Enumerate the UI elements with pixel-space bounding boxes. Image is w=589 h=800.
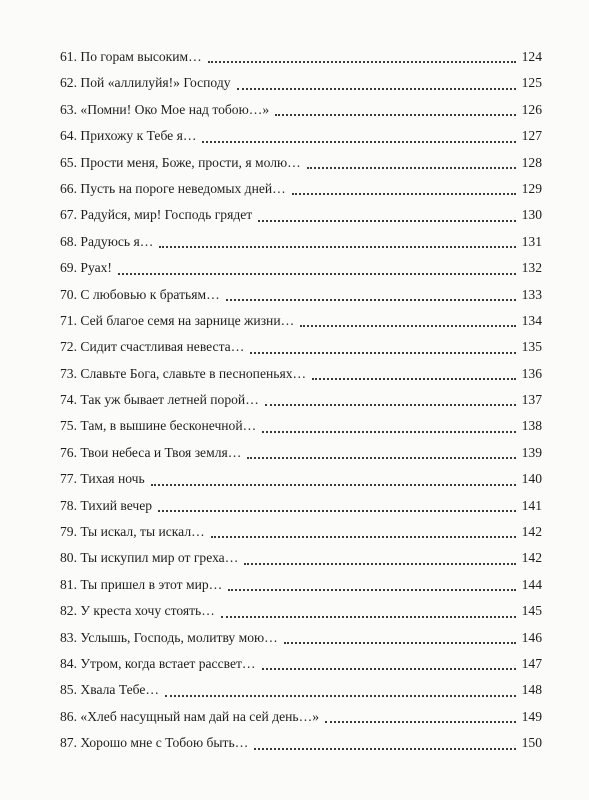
toc-entry-text: [60, 392, 263, 407]
toc-entry-title: У креста хочу стоять…: [80, 603, 215, 619]
toc-entry: [60, 44, 542, 70]
toc-entry-text: [60, 339, 248, 354]
toc-entry: [60, 334, 542, 360]
toc-entry-number: 72.: [60, 339, 77, 355]
toc-leader-dots: [254, 748, 516, 750]
toc-page-number: 129: [520, 176, 542, 202]
toc-entry-number: 69.: [60, 260, 77, 276]
toc-entry-title: «Хлеб насущный нам дай на сей день…»: [80, 708, 320, 724]
toc-leader-dots: [262, 431, 516, 433]
toc-entry-number: 87.: [60, 735, 77, 751]
toc-entry-title: Пусть на пороге неведомых дней…: [80, 180, 286, 196]
toc-entry: [60, 255, 542, 281]
toc-entry-number: 64.: [60, 128, 77, 144]
toc-entry: [60, 229, 542, 255]
toc-entry: [60, 361, 542, 387]
toc-entry-number: 68.: [60, 233, 77, 249]
toc-entry: [60, 308, 542, 334]
toc-entry: [60, 202, 542, 228]
toc-entry-title: Радуйся, мир! Господь грядет: [80, 207, 253, 223]
toc-entry-number: 78.: [60, 497, 77, 513]
toc-entry-text: [60, 577, 226, 592]
table-of-contents: [60, 44, 542, 757]
toc-entry: [60, 730, 542, 756]
toc-entry: [60, 598, 542, 624]
toc-page-number: 135: [520, 334, 542, 360]
toc-entry-title: Прости меня, Боже, прости, я молю…: [80, 154, 301, 170]
toc-page-number: 125: [520, 70, 542, 96]
toc-leader-dots: [151, 484, 516, 486]
toc-entry: [60, 123, 542, 149]
toc-entry-number: 81.: [60, 576, 77, 592]
toc-entry-text: [60, 313, 298, 328]
toc-page-number: 144: [520, 572, 542, 598]
toc-entry-text: [60, 102, 273, 117]
toc-page-number: 134: [520, 308, 542, 334]
toc-entry-text: [60, 656, 260, 671]
toc-leader-dots: [228, 589, 516, 591]
toc-page-number: 137: [520, 387, 542, 413]
toc-entry-text: [60, 155, 305, 170]
toc-entry-title: Так уж бывает летней порой…: [80, 392, 259, 408]
toc-entry: [60, 493, 542, 519]
toc-entry-title: Руах!: [80, 260, 112, 276]
toc-entry: [60, 413, 542, 439]
toc-entry-number: 66.: [60, 180, 77, 196]
toc-entry-text: [60, 181, 290, 196]
toc-entry-text: [60, 75, 235, 90]
toc-leader-dots: [247, 457, 516, 459]
toc-page-number: 132: [520, 255, 542, 281]
toc-entry: [60, 625, 542, 651]
toc-leader-dots: [165, 695, 516, 697]
toc-leader-dots: [221, 616, 516, 618]
toc-leader-dots: [158, 510, 516, 512]
toc-entry-text: [60, 418, 260, 433]
toc-leader-dots: [226, 299, 516, 301]
toc-entry: [60, 651, 542, 677]
toc-entry-number: 83.: [60, 629, 77, 645]
toc-leader-dots: [292, 193, 516, 195]
toc-entry-text: [60, 207, 256, 222]
toc-entry: [60, 150, 542, 176]
toc-entry: [60, 704, 542, 730]
toc-entry-text: [60, 471, 149, 486]
toc-entry-text: [60, 735, 252, 750]
toc-entry-text: [60, 366, 310, 381]
toc-leader-dots: [237, 88, 516, 90]
toc-entry-number: 61.: [60, 49, 77, 64]
toc-page-number: 131: [520, 229, 542, 255]
toc-page-number: 142: [520, 519, 542, 545]
toc-page-number: 127: [520, 123, 542, 149]
toc-entry-number: 67.: [60, 207, 77, 223]
toc-entry-text: [60, 49, 206, 64]
toc-page-number: 130: [520, 202, 542, 228]
toc-entry-title: Твои небеса и Твоя земля…: [80, 444, 242, 460]
toc-entry-title: Сей благое семя на зарнице жизни…: [80, 312, 295, 328]
toc-entry-title: Там, в вышине бесконечной…: [80, 418, 257, 434]
toc-page-number: 145: [520, 598, 542, 624]
toc-entry-number: 84.: [60, 655, 77, 671]
toc-leader-dots: [265, 404, 516, 406]
toc-entry-number: 74.: [60, 392, 77, 408]
toc-entry-title: Радуюсь я…: [80, 233, 154, 249]
toc-entry-text: [60, 445, 245, 460]
toc-entry: [60, 545, 542, 571]
toc-entry: [60, 519, 542, 545]
toc-leader-dots: [118, 273, 516, 275]
toc-leader-dots: [275, 114, 516, 116]
toc-page-number: 149: [520, 704, 542, 730]
toc-entry-title: С любовью к братьям…: [80, 286, 220, 302]
toc-page-number: 146: [520, 625, 542, 651]
toc-page-number: 128: [520, 150, 542, 176]
toc-page-number: 124: [520, 44, 542, 70]
toc-leader-dots: [325, 721, 516, 723]
toc-entry: [60, 282, 542, 308]
toc-page-number: 140: [520, 466, 542, 492]
toc-leader-dots: [244, 563, 516, 565]
toc-leader-dots: [258, 220, 516, 222]
toc-leader-dots: [312, 378, 516, 380]
toc-entry-number: 62.: [60, 75, 77, 91]
toc-leader-dots: [202, 141, 516, 143]
toc-entry: [60, 176, 542, 202]
toc-entry-number: 75.: [60, 418, 77, 434]
toc-page-number: 133: [520, 282, 542, 308]
toc-page-number: 148: [520, 677, 542, 703]
toc-leader-dots: [307, 167, 516, 169]
toc-page-number: 142: [520, 545, 542, 571]
toc-entry-title: По горам высоким…: [80, 49, 202, 64]
toc-page-number: 136: [520, 361, 542, 387]
toc-leader-dots: [300, 325, 516, 327]
toc-entry-title: Славьте Бога, славьте в песнопеньях…: [80, 365, 307, 381]
toc-page-number: 147: [520, 651, 542, 677]
toc-entry: [60, 466, 542, 492]
toc-entry-title: Утром, когда встает рассвет…: [80, 655, 256, 671]
toc-entry: [60, 97, 542, 123]
toc-leader-dots: [262, 668, 516, 670]
toc-leader-dots: [250, 352, 516, 354]
toc-entry-number: 63.: [60, 101, 77, 117]
toc-entry-text: [60, 603, 219, 618]
toc-entry-number: 73.: [60, 365, 77, 381]
toc-entry-number: 70.: [60, 286, 77, 302]
toc-leader-dots: [211, 536, 516, 538]
toc-entry: [60, 677, 542, 703]
toc-page-number: 150: [520, 730, 542, 756]
toc-leader-dots: [159, 246, 516, 248]
toc-entry-text: [60, 260, 116, 275]
toc-page-number: 126: [520, 97, 542, 123]
toc-entry-number: 85.: [60, 682, 77, 698]
toc-entry-number: 77.: [60, 471, 77, 487]
toc-entry-title: Тихий вечер: [80, 497, 153, 513]
toc-entry-text: [60, 709, 323, 724]
toc-entry-number: 79.: [60, 524, 77, 540]
toc-entry-title: Пой «аллилуйя!» Господу: [80, 75, 231, 91]
toc-page-number: 139: [520, 440, 542, 466]
toc-entry: [60, 70, 542, 96]
toc-entry-text: [60, 287, 224, 302]
toc-entry-title: Прихожу к Тебе я…: [80, 128, 197, 144]
toc-entry-title: Хвала Тебе…: [80, 682, 160, 698]
toc-entry-text: [60, 630, 282, 645]
toc-entry-number: 65.: [60, 154, 77, 170]
toc-entry-text: [60, 524, 209, 539]
toc-entry-text: [60, 550, 242, 565]
toc-entry-number: 86.: [60, 708, 77, 724]
toc-entry-text: [60, 234, 157, 249]
toc-entry: [60, 440, 542, 466]
toc-entry-text: [60, 682, 163, 697]
toc-entry-number: 82.: [60, 603, 77, 619]
toc-entry-title: Сидит счастливая невеста…: [80, 339, 245, 355]
toc-entry-text: [60, 498, 156, 513]
toc-entry-title: Ты искал, ты искал…: [80, 524, 205, 540]
toc-page-number: 138: [520, 413, 542, 439]
toc-entry-title: Ты пришел в этот мир…: [80, 576, 223, 592]
toc-entry-title: Тихая ночь: [80, 471, 145, 487]
toc-entry-title: Услышь, Господь, молитву мою…: [80, 629, 278, 645]
toc-page-number: 141: [520, 493, 542, 519]
toc-entry: [60, 572, 542, 598]
toc-entry-number: 76.: [60, 444, 77, 460]
toc-entry-title: Ты искупил мир от греха…: [80, 550, 239, 566]
toc-leader-dots: [284, 642, 516, 644]
toc-leader-dots: [208, 61, 516, 63]
toc-entry-title: «Помни! Око Мое над тобою…»: [80, 101, 270, 117]
toc-entry-text: [60, 128, 200, 143]
toc-entry-number: 80.: [60, 550, 77, 566]
toc-entry: [60, 387, 542, 413]
toc-entry-number: 71.: [60, 312, 77, 328]
toc-entry-title: Хорошо мне с Тобою быть…: [80, 735, 249, 751]
